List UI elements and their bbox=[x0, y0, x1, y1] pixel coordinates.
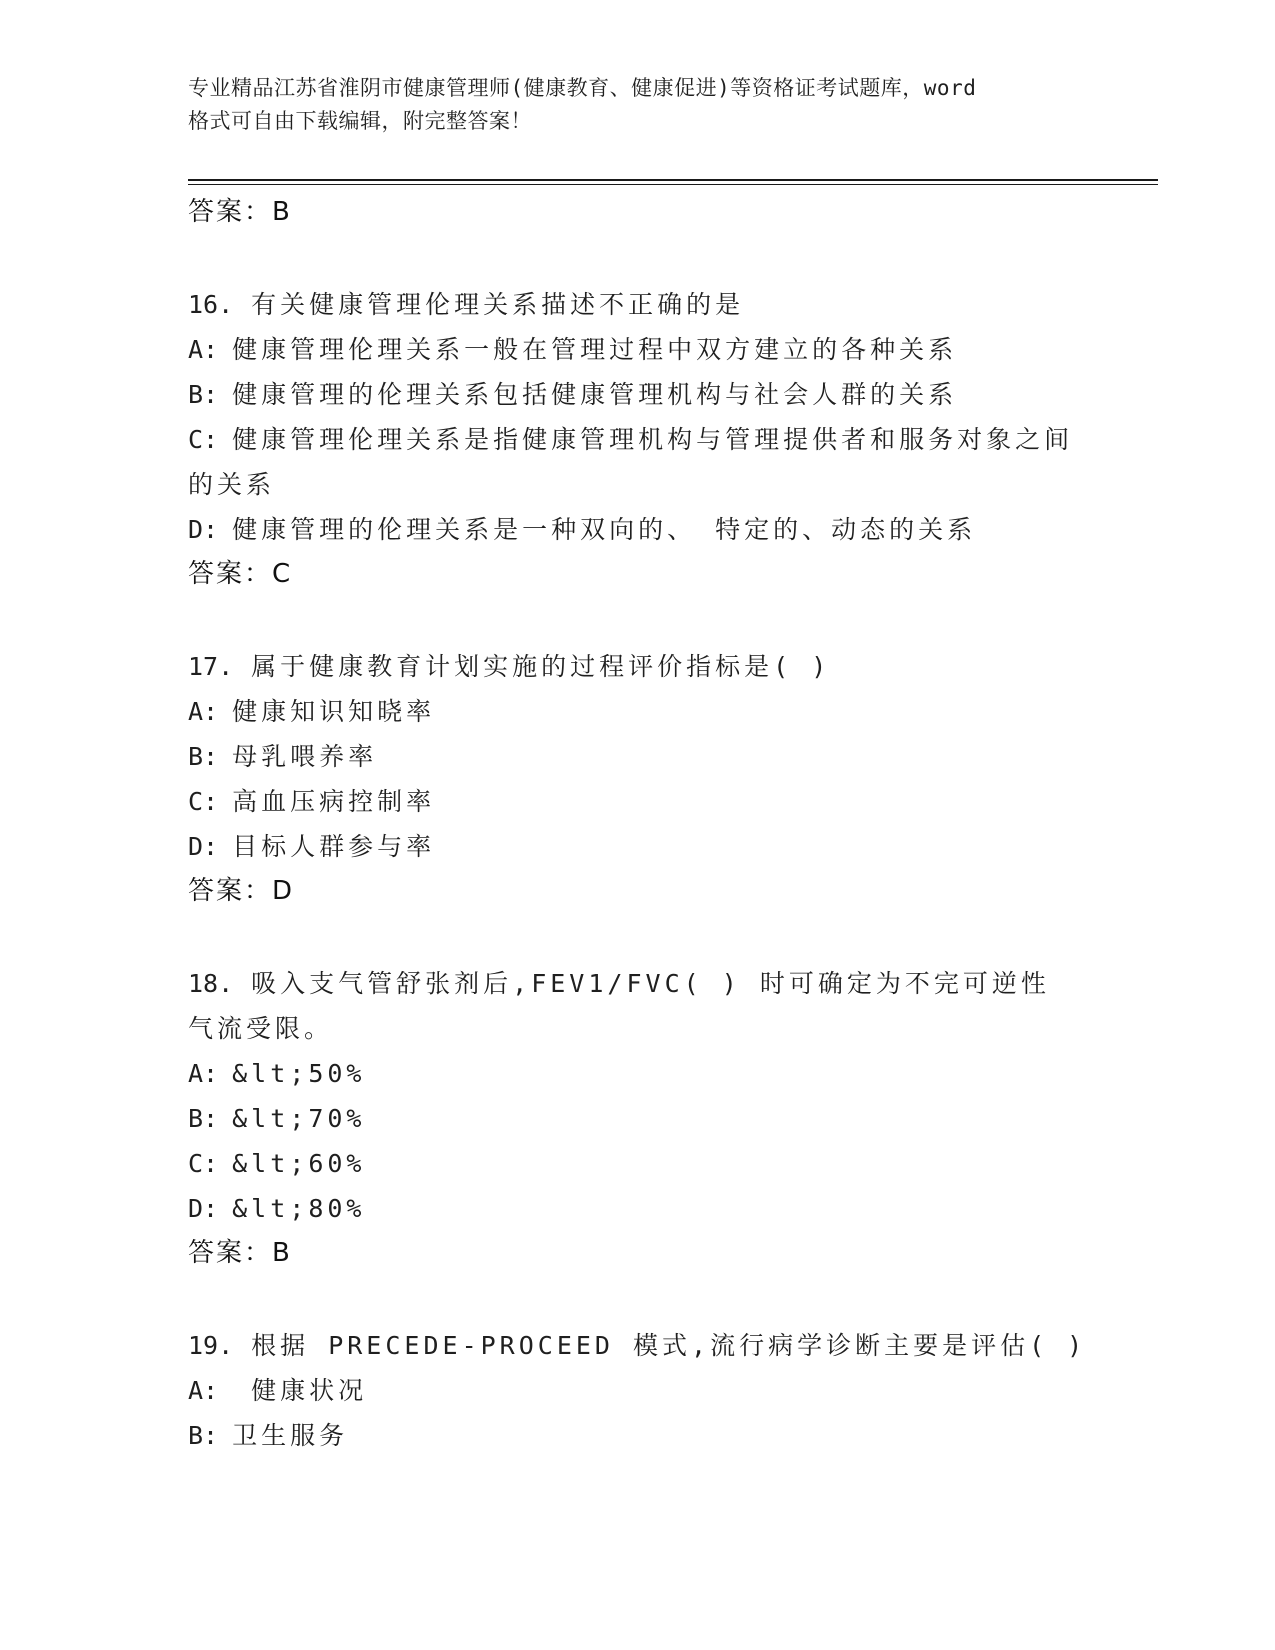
option-line bbox=[188, 372, 1148, 417]
answer-label: 答案： bbox=[188, 1238, 273, 1268]
answer-label: 答案： bbox=[188, 197, 273, 227]
question-number: 18. bbox=[188, 969, 234, 998]
question-stem bbox=[188, 282, 1148, 327]
question-block bbox=[188, 644, 1148, 913]
answer-label: 答案： bbox=[188, 876, 273, 906]
option-key: D: bbox=[188, 1194, 219, 1223]
option-text: &lt;70% bbox=[232, 1104, 366, 1133]
option-key: A: bbox=[188, 1376, 219, 1405]
question-stem bbox=[188, 1323, 1148, 1368]
option-line bbox=[188, 1186, 1148, 1231]
option-key: A: bbox=[188, 335, 219, 364]
question-text: 根据 PRECEDE-PROCEED 模式,流行病学诊断主要是评估( ) bbox=[251, 1331, 1087, 1360]
answer-line bbox=[188, 190, 1148, 234]
option-key: D: bbox=[188, 832, 219, 861]
option-line bbox=[188, 689, 1148, 734]
option-line bbox=[188, 1096, 1148, 1141]
answer-line bbox=[188, 552, 1148, 596]
question-text: 气流受限。 bbox=[188, 1014, 334, 1043]
header-rule-thick bbox=[188, 179, 1158, 181]
option-text: 目标人群参与率 bbox=[232, 832, 436, 861]
option-key: D: bbox=[188, 515, 219, 544]
option-text: 健康管理的伦理关系包括健康管理机构与社会人群的关系 bbox=[232, 380, 958, 409]
answer-value: C bbox=[272, 559, 291, 589]
question-stem bbox=[188, 961, 1148, 1006]
option-text: 高血压病控制率 bbox=[232, 787, 436, 816]
answer-value: B bbox=[272, 197, 290, 227]
option-line bbox=[188, 779, 1148, 824]
option-text: &lt;60% bbox=[232, 1149, 366, 1178]
header-line-1: 专业精品江苏省淮阴市健康管理师(健康教育、健康促进)等资格证考试题库，word bbox=[188, 76, 977, 100]
option-text: 健康状况 bbox=[232, 1376, 368, 1405]
question-block bbox=[188, 1323, 1148, 1458]
option-key: B: bbox=[188, 742, 219, 771]
option-key: A: bbox=[188, 1059, 219, 1088]
option-key: B: bbox=[188, 1104, 219, 1133]
option-text: 的关系 bbox=[188, 470, 276, 499]
question-list bbox=[188, 190, 1148, 1458]
answer-value: B bbox=[272, 1238, 290, 1268]
option-key: C: bbox=[188, 787, 219, 816]
answer-label: 答案： bbox=[188, 559, 273, 589]
question-spacer bbox=[188, 913, 1148, 961]
question-number: 17. bbox=[188, 652, 234, 681]
page-header bbox=[188, 72, 1088, 138]
option-line bbox=[188, 507, 1148, 552]
option-key: C: bbox=[188, 425, 219, 454]
answer-line bbox=[188, 1231, 1148, 1275]
option-line bbox=[188, 824, 1148, 869]
option-key: A: bbox=[188, 697, 219, 726]
question-stem-continuation bbox=[188, 1006, 1148, 1051]
option-text: 健康知识知晓率 bbox=[232, 697, 436, 726]
option-line bbox=[188, 1368, 1148, 1413]
answer-line bbox=[188, 869, 1148, 913]
option-text: 健康管理的伦理关系是一种双向的、 特定的、动态的关系 bbox=[232, 515, 977, 544]
question-number: 16. bbox=[188, 290, 234, 319]
question-spacer bbox=[188, 596, 1148, 644]
question-stem bbox=[188, 644, 1148, 689]
option-key: C: bbox=[188, 1149, 219, 1178]
question-spacer bbox=[188, 234, 1148, 282]
answer-value: D bbox=[272, 876, 293, 906]
option-line bbox=[188, 1413, 1148, 1458]
header-line-2: 格式可自由下载编辑，附完整答案！ bbox=[188, 109, 532, 133]
option-key: B: bbox=[188, 1421, 219, 1450]
question-block bbox=[188, 961, 1148, 1275]
question-number: 19. bbox=[188, 1331, 234, 1360]
option-text: 卫生服务 bbox=[232, 1421, 349, 1450]
option-text: &lt;80% bbox=[232, 1194, 366, 1223]
question-text: 有关健康管理伦理关系描述不正确的是 bbox=[251, 290, 745, 319]
option-key: B: bbox=[188, 380, 219, 409]
option-text: &lt;50% bbox=[232, 1059, 366, 1088]
option-line bbox=[188, 1141, 1148, 1186]
option-text: 母乳喂养率 bbox=[232, 742, 378, 771]
header-rule-thin bbox=[188, 184, 1158, 185]
option-line bbox=[188, 734, 1148, 779]
option-text: 健康管理伦理关系一般在管理过程中双方建立的各种关系 bbox=[232, 335, 958, 364]
option-line bbox=[188, 327, 1148, 372]
option-line bbox=[188, 417, 1148, 462]
option-line-continuation bbox=[188, 462, 1148, 507]
question-spacer bbox=[188, 1275, 1148, 1323]
question-block bbox=[188, 282, 1148, 596]
option-text: 健康管理伦理关系是指健康管理机构与管理提供者和服务对象之间 bbox=[232, 425, 1074, 454]
question-text: 属于健康教育计划实施的过程评价指标是( ) bbox=[251, 652, 831, 681]
question-text: 吸入支气管舒张剂后,FEV1/FVC( ) 时可确定为不完可逆性 bbox=[251, 969, 1050, 998]
option-line bbox=[188, 1051, 1148, 1096]
